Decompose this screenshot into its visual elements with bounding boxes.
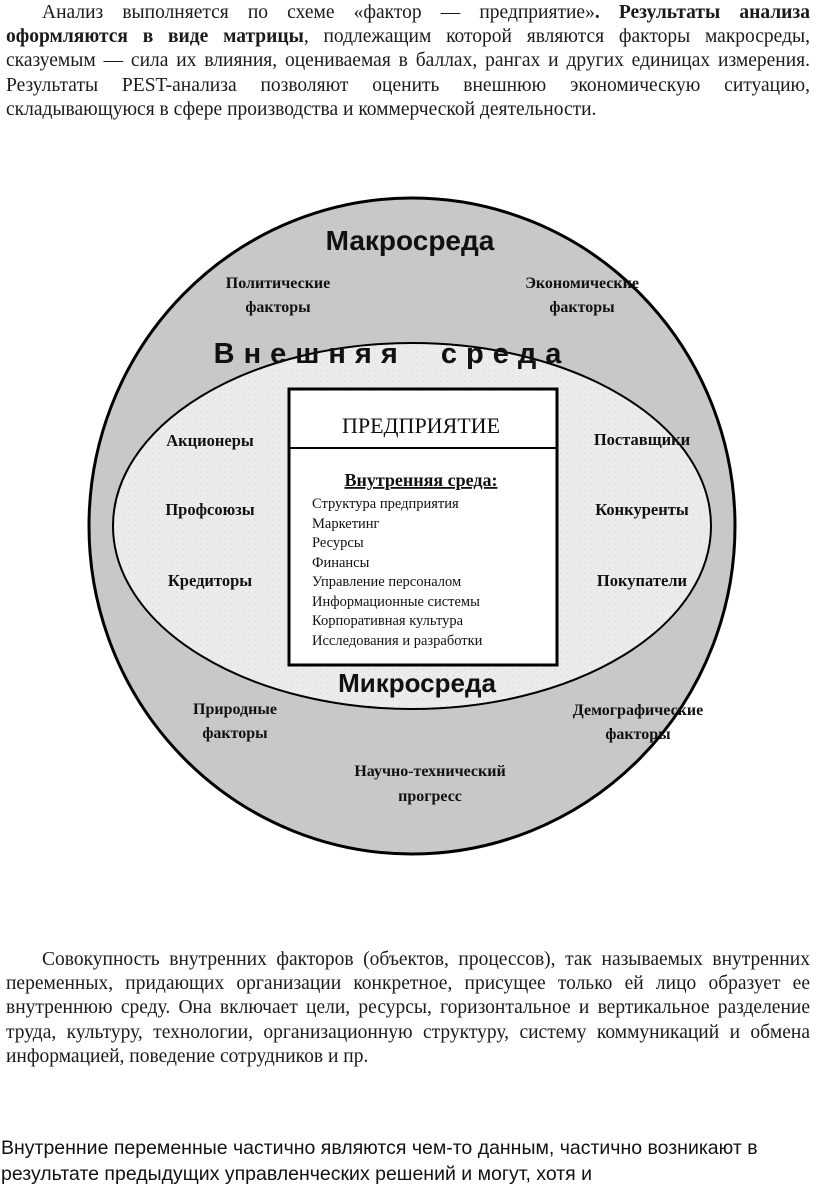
internal-item: Управление персоналом — [312, 574, 462, 590]
economic-factors-line2: факторы — [549, 299, 615, 316]
external-environment-title: Внешняя среда — [213, 338, 571, 370]
intro-text-bold: . Результаты анализа оформляются в виде матрицы — [6, 2, 811, 48]
internal-environment-text: Совокупность внутренних факторов (объектов, процессов), так называемых внутренних переменных, придающих организации конкретное, присущее только ей лицо образует ее внутреннюю среду. Она включает цели, ресурсы, горизонтальное и вертикальное разделение труда, культуру, технологии, организационную структуру, систему коммуникаций и обмена информацией, поведение сотрудников и пр. — [6, 949, 810, 1067]
natural-factors-line2: факторы — [202, 725, 268, 742]
micro-factor-competitors: Конкуренты — [595, 500, 689, 519]
micro-factor-unions: Профсоюзы — [165, 500, 255, 519]
intro-paragraph — [6, 1, 810, 122]
internal-item: Маркетинг — [312, 516, 380, 532]
internal-environment-paragraph — [6, 948, 810, 1069]
intro-text-part3: , подлежащим которой являются факторы макросреды, сказуемым — сила их влияния, оцениваемая в баллах, рангах и других единицах измерения. Результаты PEST-анализа позволяют оценить внешнюю экономическую ситуацию, складывающуюся в сфере производства и коммерческой деятельности. — [6, 26, 810, 120]
demographic-factors-line1: Демографические — [572, 702, 704, 719]
macro-environment-title: Макросреда — [325, 225, 495, 256]
scientific-progress-line1: Научно-технический — [354, 763, 506, 780]
internal-item: Финансы — [312, 555, 370, 571]
internal-variables-paragraph: Внутренние переменные частично являются чем-то данным, частично возникают в результате предыдущих управленческих решений и могут, хотя и — [1, 1137, 758, 1185]
environment-diagram-svg — [86, 195, 738, 857]
internal-item: Ресурсы — [312, 535, 364, 551]
internal-item: Корпоративная культура — [312, 613, 464, 629]
micro-factor-shareholders: Акционеры — [166, 431, 254, 450]
internal-item: Структура предприятия — [312, 496, 459, 512]
natural-factors-line1: Природные — [193, 701, 277, 718]
internal-environment-title: Внутренняя среда: — [344, 470, 498, 490]
intro-text-part1: Анализ выполняется по схеме «фактор — предприятие» — [42, 2, 595, 23]
internal-item: Исследования и разработки — [312, 633, 483, 649]
political-factors-line2: факторы — [245, 299, 311, 316]
demographic-factors-line2: факторы — [605, 726, 671, 743]
scientific-progress-line2: прогресс — [398, 788, 462, 805]
micro-environment-title: Микросреда — [338, 668, 496, 698]
micro-factor-customers: Покупатели — [596, 571, 688, 590]
environment-diagram — [86, 195, 738, 857]
internal-item: Информационные системы — [312, 594, 480, 610]
enterprise-title: ПРЕДПРИЯТИЕ — [341, 413, 501, 438]
political-factors-line1: Политические — [225, 275, 331, 292]
economic-factors-line1: Экономические — [525, 275, 639, 292]
micro-factor-suppliers: Поставщики — [593, 430, 691, 449]
micro-factor-creditors: Кредиторы — [167, 571, 253, 590]
